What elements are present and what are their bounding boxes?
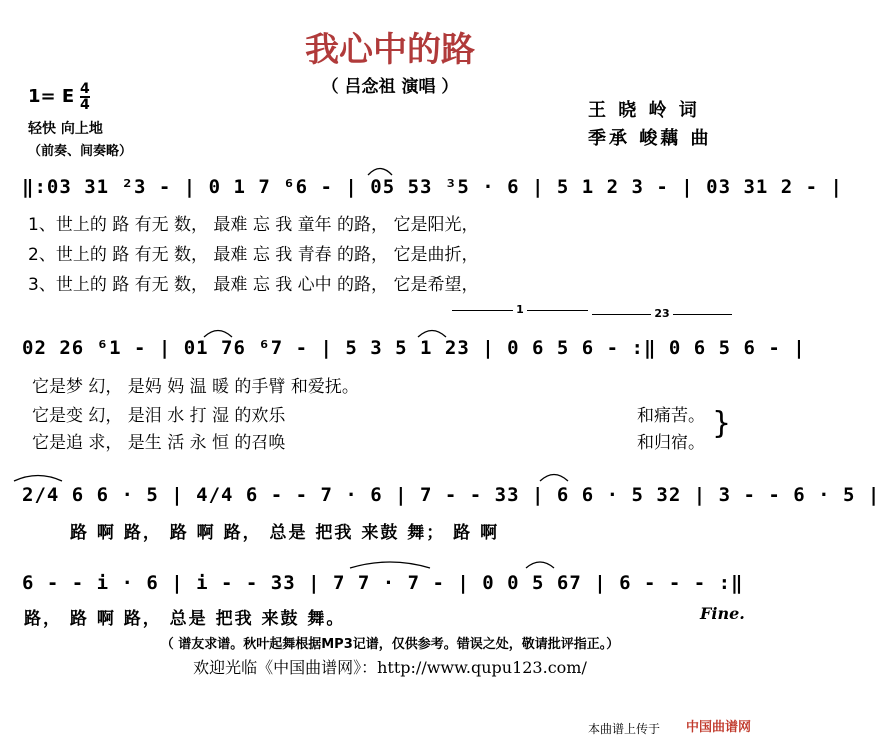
slur [540, 475, 568, 482]
welcome-line: 欢迎光临《中国曲谱网》：http://www.qupu123.com/ [193, 658, 587, 677]
score-line-2: 02 26 ⁶1 - | 01 76 ⁶7 - | 5 3 5 1 23 | 0 6 5 6 - :‖ 0 6 5 6 - | [22, 337, 806, 359]
key-signature: 1= E [28, 86, 75, 107]
lyrics-line-3: 路 啊 路， 路 啊 路， 总是 把我 来鼓 舞； 路 啊 [70, 523, 500, 543]
fine-marking: Fine. [700, 604, 745, 623]
singer-credit: （ 吕念祖 演唱 ） [321, 77, 459, 97]
uploader-text: 本曲谱上传于 [588, 722, 661, 736]
lyrics-line-1-verse-3: 3、世上的 路 有无 数， 最难 忘 我 心中 的路， 它是希望， [28, 275, 479, 295]
footnote: （ 谱友求谱。秋叶起舞根据MP3记谱，仅供参考。错误之处，敬请批评指正。） [160, 637, 620, 652]
site-logo[interactable]: 中国曲谱网 [686, 720, 752, 735]
time-top: 4 [80, 81, 90, 97]
lyrics-line-1-verse-1: 1、世上的 路 有无 数， 最难 忘 我 童年 的路， 它是阳光， [28, 215, 479, 235]
volta-1-label: 1 [513, 303, 527, 316]
score-line-3: 2/4 6 6 · 5 | 4/4 6 - - 7 · 6 | 7 - - 33 | 6 6 · 5 32 | 3 - - 6 · 5 | [22, 484, 880, 506]
score-line-4: 6 - - i · 6 | i - - 33 | 7 7 · 7 - | 0 0 5 67 | 6 - - - :‖ [22, 572, 744, 594]
volta-2-label: 23 [651, 307, 672, 320]
lyricist-credit: 王 晓 岭 词 [588, 100, 700, 121]
slur [350, 562, 430, 568]
slur [204, 331, 232, 338]
score-line-1: ‖:03 31 ²3 - | 0 1 7 ⁶6 - | 05 53 ³5 · 6 | 5 1 2 3 - | 03 31 2 - | [22, 176, 843, 198]
intro-note: （前奏、间奏略） [28, 144, 133, 159]
lyrics-line-2-verse-2-end: 和痛苦。 [637, 406, 705, 426]
lyrics-line-2-verse-2: 它是变 幻， 是泪 水 打 湿 的欢乐 [32, 406, 286, 426]
slur [368, 169, 392, 176]
lyrics-line-1-verse-2: 2、世上的 路 有无 数， 最难 忘 我 青春 的路， 它是曲折， [28, 245, 479, 265]
lyrics-line-2-verse-1: 它是梦 幻， 是妈 妈 温 暖 的手臂 和爱抚。 [32, 377, 359, 397]
page-title: 我心中的路 [305, 30, 475, 70]
lyrics-line-2-verse-3-end: 和归宿。 [637, 433, 705, 453]
lyrics-line-4: 路， 路 啊 路， 总是 把我 来鼓 舞。 [24, 609, 346, 629]
composer-credit: 季承 峻藕 曲 [588, 128, 712, 149]
time-bottom: 4 [80, 97, 90, 113]
lyrics-line-2-verse-3: 它是追 求， 是生 活 永 恒 的召唤 [32, 433, 286, 453]
verse-brace: } [712, 406, 732, 441]
slur [526, 562, 554, 568]
slur [418, 331, 446, 338]
tempo-marking: 轻快 向上地 [28, 121, 103, 137]
slur [14, 476, 62, 482]
